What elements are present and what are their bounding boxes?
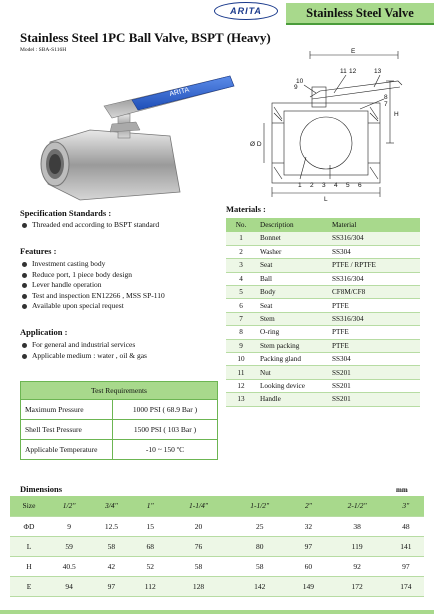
cell: 1: [226, 232, 256, 245]
size-cell: 2-1/2": [327, 496, 388, 516]
cell: 40.5: [48, 556, 90, 576]
footer-bar: [0, 610, 434, 614]
cell: Ball: [256, 272, 328, 285]
callout-8: 8: [384, 94, 388, 101]
cell: 141: [388, 536, 424, 556]
product-title: Stainless Steel 1PC Ball Valve, BSPT (Heavy): [20, 30, 271, 45]
feature-item: Test and inspection EN12266 , MSS SP-110: [20, 291, 220, 302]
feature-item: Available upon special request: [20, 301, 220, 312]
row-label: ΦD: [10, 516, 48, 536]
dim-label-d: Ø D: [250, 141, 262, 148]
brand-logo-text: ARITA: [230, 6, 262, 16]
table-row: [226, 299, 420, 312]
callout-11: 11: [340, 68, 347, 75]
cell: 59: [48, 536, 90, 556]
cell: 97: [90, 576, 132, 596]
spec-item: Threaded end according to BSPT standard: [20, 220, 220, 231]
cell: SS304: [328, 353, 420, 366]
size-cell: 3/4": [90, 496, 132, 516]
table-row: [226, 259, 420, 272]
test-label: Maximum Pressure: [21, 400, 113, 420]
cell: O-ring: [256, 326, 328, 339]
cell: Body: [256, 286, 328, 299]
cell: 149: [290, 576, 326, 596]
cell: Washer: [256, 245, 328, 258]
cell: 9: [48, 516, 90, 536]
cell: 15: [133, 516, 168, 536]
cell: PTFE: [328, 339, 420, 352]
cell: 38: [327, 516, 388, 536]
callout-2: 2: [310, 182, 314, 189]
spec-title: Specification Standards :: [20, 208, 112, 218]
cell: 8: [226, 326, 256, 339]
cell: 80: [229, 536, 290, 556]
table-row: [10, 556, 424, 576]
cell: 97: [388, 556, 424, 576]
feature-item: Reduce port, 1 piece body design: [20, 270, 220, 281]
table-row: [21, 440, 218, 460]
cell: 119: [327, 536, 388, 556]
size-cell: 1-1/4": [168, 496, 229, 516]
table-row: [10, 516, 424, 536]
cell: SS201: [328, 393, 420, 406]
size-cell: 3": [388, 496, 424, 516]
model-number: Model : SBA-S116H: [20, 47, 67, 53]
dim-label-h: H: [394, 111, 399, 118]
callout-10: 10: [296, 78, 304, 85]
cell: Seat: [256, 259, 328, 272]
cell: 48: [388, 516, 424, 536]
test-label: Applicable Temperature: [21, 440, 113, 460]
col-header-description: Description: [256, 218, 328, 232]
cell: 32: [290, 516, 326, 536]
table-row: [226, 339, 420, 352]
test-value: 1500 PSI ( 103 Bar ): [113, 420, 218, 440]
cell: Stem packing: [256, 339, 328, 352]
cell: 11: [226, 366, 256, 379]
cell: 172: [327, 576, 388, 596]
cell: 2: [226, 245, 256, 258]
cell: Handle: [256, 393, 328, 406]
callout-5: 5: [346, 182, 350, 189]
size-cell: 1": [133, 496, 168, 516]
table-row: [226, 232, 420, 245]
table-row: [10, 536, 424, 556]
category-banner: [286, 3, 434, 25]
features-section: [20, 246, 220, 312]
cell: 97: [290, 536, 326, 556]
test-header: Test Requirements: [21, 382, 218, 400]
cell: Stem: [256, 312, 328, 325]
callout-7: 7: [384, 101, 388, 108]
callout-1: 1: [298, 182, 302, 189]
size-cell: 2": [290, 496, 326, 516]
callout-12: 12: [349, 68, 357, 75]
cell: Seat: [256, 299, 328, 312]
row-label: E: [10, 576, 48, 596]
cell: CF8M/CF8: [328, 286, 420, 299]
cell: 7: [226, 312, 256, 325]
callout-6: 6: [358, 182, 362, 189]
cell: 142: [229, 576, 290, 596]
cell: 10: [226, 353, 256, 366]
cell: 3: [226, 259, 256, 272]
row-label: L: [10, 536, 48, 556]
cell: 58: [229, 556, 290, 576]
cell: 58: [168, 556, 229, 576]
cell: 174: [388, 576, 424, 596]
spec-section: [20, 208, 220, 231]
size-cell: 1-1/2": [229, 496, 290, 516]
dim-label-l: L: [324, 196, 328, 202]
callout-3: 3: [322, 182, 326, 189]
dimensions-table: [10, 496, 424, 597]
category-title: Stainless Steel Valve: [306, 5, 414, 20]
col-header-material: Material: [328, 218, 420, 232]
table-row: [226, 272, 420, 285]
table-row: [226, 312, 420, 325]
table-row: [226, 366, 420, 379]
cell: 9: [226, 339, 256, 352]
materials-title: Materials :: [226, 204, 266, 214]
cell: SS201: [328, 366, 420, 379]
cell: 5: [226, 286, 256, 299]
test-requirements-table: [20, 381, 218, 460]
cell: 12.5: [90, 516, 132, 536]
callout-4: 4: [334, 182, 338, 189]
cell: 52: [133, 556, 168, 576]
table-row: [226, 379, 420, 392]
cell: Bonnet: [256, 232, 328, 245]
cell: 4: [226, 272, 256, 285]
brand-logo: [214, 2, 278, 20]
table-row: [226, 326, 420, 339]
size-cell: 1/2": [48, 496, 90, 516]
table-row: [10, 576, 424, 596]
application-title: Application :: [20, 327, 68, 337]
test-value: -10 ~ 150 ºC: [113, 440, 218, 460]
callout-13: 13: [374, 68, 382, 75]
cell: 76: [168, 536, 229, 556]
cell: SS201: [328, 379, 420, 392]
features-title: Features :: [20, 246, 57, 256]
cell: SS316/304: [328, 272, 420, 285]
application-section: [20, 327, 220, 361]
cell: SS316/304: [328, 232, 420, 245]
cell: Looking device: [256, 379, 328, 392]
cell: 128: [168, 576, 229, 596]
dimensions-title: Dimensions: [20, 484, 63, 494]
table-row: [21, 420, 218, 440]
test-label: Shell Test Pressure: [21, 420, 113, 440]
cell: 12: [226, 379, 256, 392]
cell: 94: [48, 576, 90, 596]
feature-item: Lever handle operation: [20, 280, 220, 291]
cell: 60: [290, 556, 326, 576]
cell: PTFE / RPTFE: [328, 259, 420, 272]
dim-label-e: E: [351, 48, 356, 55]
cell: 68: [133, 536, 168, 556]
cell: 13: [226, 393, 256, 406]
cell: SS316/304: [328, 312, 420, 325]
table-row: [226, 393, 420, 406]
dimensions-unit: mm: [396, 486, 408, 494]
col-header-no: No.: [226, 218, 256, 232]
cell: 58: [90, 536, 132, 556]
callout-9: 9: [294, 84, 298, 91]
table-row: [226, 286, 420, 299]
cell: 25: [229, 516, 290, 536]
size-label: Size: [10, 496, 48, 516]
cell: SS304: [328, 245, 420, 258]
cell: 92: [327, 556, 388, 576]
handle-brand-text: ARITA: [168, 86, 191, 98]
application-item: Applicable medium : water , oil & gas: [20, 351, 220, 362]
row-label: H: [10, 556, 48, 576]
cell: PTFE: [328, 299, 420, 312]
table-row: [226, 245, 420, 258]
cell: PTFE: [328, 326, 420, 339]
cell: 20: [168, 516, 229, 536]
table-header-row: [10, 496, 424, 516]
cell: Nut: [256, 366, 328, 379]
feature-item: Investment casting body: [20, 259, 220, 270]
cell: 6: [226, 299, 256, 312]
application-item: For general and industrial services: [20, 340, 220, 351]
materials-table: [226, 218, 420, 407]
cell: 112: [133, 576, 168, 596]
product-photo: [20, 72, 240, 207]
cell: Packing gland: [256, 353, 328, 366]
table-row: [226, 353, 420, 366]
technical-drawing: [250, 47, 430, 202]
table-row: [21, 400, 218, 420]
cell: 42: [90, 556, 132, 576]
test-value: 1000 PSI ( 68.9 Bar ): [113, 400, 218, 420]
